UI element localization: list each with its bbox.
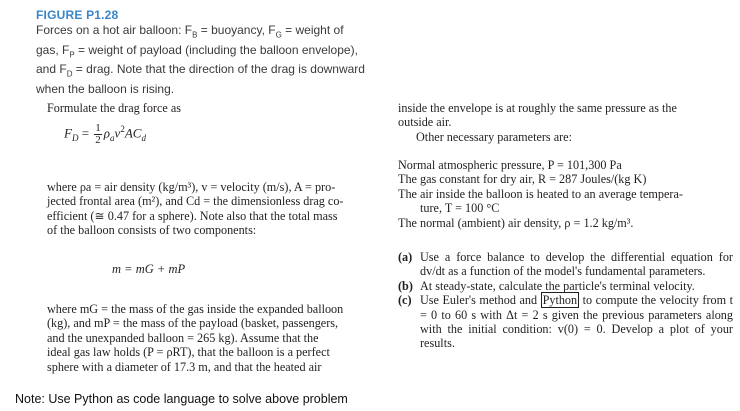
mass-paragraph: where mG = the mass of the gas inside the expanded balloon (kg), and mP = the mass of the payload (basket, passengers, and the unexpanded balloon = 265 kg). Assume that the ideal gas law holds (P = ρRT), that the balloon is a perfect sphere with a diameter of 17.3 m, and that the heated air bbox=[47, 302, 344, 374]
question-item: (c) Use Euler's method and Python to compute the velocity from t = 0 to 60 s with Δt = 2 s given the previous parameters along with the initial condition: v(0) = 0. Develop a plot of your results. bbox=[398, 293, 733, 351]
param-temperature-line1: The air inside the balloon is heated to an average tempera- bbox=[398, 186, 683, 201]
question-item: (a) Use a force balance to develop the differential equation for dv/dt as a function of the model's fundamental parameters. bbox=[398, 250, 733, 279]
python-note: Note: Use Python as code language to solve above problem bbox=[15, 392, 348, 406]
python-highlight: Python bbox=[542, 293, 578, 308]
right-continuation: inside the envelope is at roughly the same pressure as the outside air. Other necessary parameters are: bbox=[398, 101, 733, 144]
one-half-fraction: $\frac{1}{2}$ bbox=[95, 122, 101, 146]
param-temperature-line2: ture, T = 100 °C bbox=[420, 201, 500, 216]
drag-force-equation: $F_D$ = $\frac{1}{2}$ $\rho_av^2AC_d$ bbox=[64, 122, 146, 146]
drag-variables-paragraph: where ρa = air density (kg/m³), v = velocity (m/s), A = pro- jected frontal area (m²), and Cd = the dimensionless drag co- efficient (≅ 0.47 for a sphere). Note also that the total mass of the balloon consists of two components: bbox=[47, 180, 344, 238]
param-gas-constant: The gas constant for dry air, R = 287 Joules/(kg K) bbox=[398, 172, 647, 187]
mass-equation: m = mG + mP bbox=[112, 262, 186, 276]
param-pressure: Normal atmospheric pressure, P = 101,300 Pa bbox=[398, 158, 622, 172]
question-item: (b) At steady-state, calculate the particle's terminal velocity. bbox=[398, 278, 695, 293]
figure-caption: Forces on a hot air balloon: $F_B$ = buoyancy, $F_G$ = weight of gas, $F_P$ = weight of payload (including the balloon envelope), and $F_D$ = drag. Note that the direction of the drag is downward when the balloon is rising. bbox=[36, 23, 365, 96]
param-air-density: The normal (ambient) air density, ρ = 1.2 kg/m³. bbox=[398, 215, 634, 230]
figure-label: FIGURE P1.28 bbox=[36, 8, 119, 22]
drag-intro: Formulate the drag force as bbox=[47, 101, 182, 115]
figure-caption-block bbox=[36, 8, 366, 96]
params-heading: Other necessary parameters are: bbox=[416, 129, 572, 144]
question-list bbox=[398, 250, 733, 351]
parameters-list bbox=[398, 158, 733, 230]
